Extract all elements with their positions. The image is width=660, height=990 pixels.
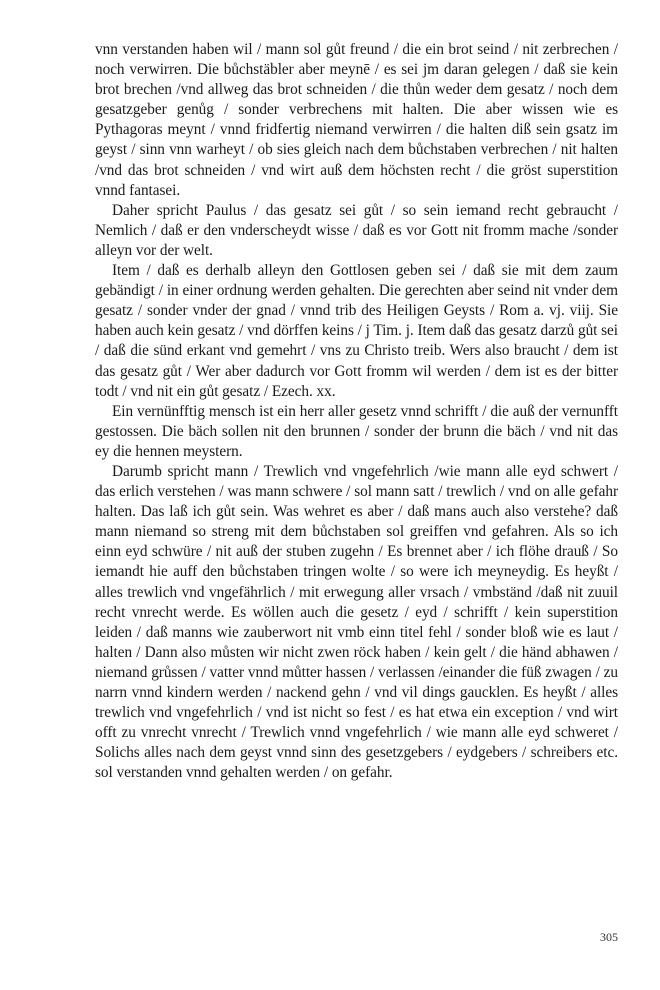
page-number: 305 <box>600 930 618 944</box>
paragraph-5: Darumb spricht mann / Trewlich vnd vngefehrlich /wie mann alle eyd schwert / das erlich verstehen / was mann schwere / sol mann satt / trewlich / vnd on alle gefahr halten. Das laß ich gůt sein. Was wehret es aber / daß mans auch also verstehe? daß mann niemand so streng mit dem bůchstaben sol greiffen vnd gefahren. Als so ich einn eyd schwüre / nit auß der stuben zugehn / Es brennet aber / ich flöhe drauß / So iemandt hie auff den bůchstaben tringen wolte / so were ich meyneydig. Es heyßt / alles trewlich vnd vngefährlich / mit erwegung aller vrsach / vmbständ /daß nit zuuil recht vnrecht werde. Es wöllen auch die gesetz / eyd / schrifft / kein superstition leiden / daß manns wie zauberwort nit vmb einn titel fehl / sonder bloß wie es laut / halten / Dann also můsten wir nicht zwen röck haben / kein gelt / die händ abhawen / niemand grůssen / vatter vnnd můtter hassen / verlassen /einander die füß zwagen / zu narrn vnnd kindern werden / nackend gehn / vnd vil dings gaucklen. Es heyßt / alles trewlich vnd vngefehrlich / vnd ist nicht so fest / es hat etwa ein exception / vnd wirt offt zu vnrecht vnrecht / Trewlich vnnd vngefehrlich / wie mann alle eyd schweret / Solichs alles nach dem geyst vnnd sinn des gesetzgebers / eydgebers / schreibers etc. sol verstanden vnnd gehalten werden / on gefahr. <box>95 462 618 782</box>
paragraph-4: Ein vernünfftig mensch ist ein herr aller gesetz vnnd schrifft / die auß der vernunfft gestossen. Die bäch sollen nit den brunnen / sonder der brunn die bäch / vnd nit das ey die hennen meystern. <box>95 402 618 460</box>
paragraph-1: vnn verstanden haben wil / mann sol gůt freund / die ein brot seind / nit zerbrechen / noch verwirren. Die bůchstäbler aber meynē / es sei jm daran gelegen / daß sie kein brot brechen /vnd allweg das brot schneiden / die thůn weder dem gesatz / noch dem gesatzgeber genůg / sonder verbrechens mit halten. Die aber wissen wie es Pythagoras meynt / vnnd fridfertig niemand verwirren / die halten diß sein gsatz im geyst / sinn vnn warheyt / ob sies gleich nach dem bůchstaben verbrechen / nit halten /vnd das brot schneiden / vnd wirt auß dem höchsten recht / die gröst superstition vnnd fantasei. <box>95 41 618 199</box>
page-body <box>95 40 618 783</box>
paragraph-3: Item / daß es derhalb alleyn den Gottlosen geben sei / daß sie mit dem zaum gebändigt / in einer ordnung werden gehalten. Die gerechten aber seind nit vnder dem gesatz / sonder vnder der gnad / vnnd trib des Heiligen Geysts / Rom a. vj. viij. Sie haben auch kein gesatz / vnd dörffen keins / j Tim. j. Item daß das gesatz darzů gůt sei / daß die sünd erkant vnd gemehrt / vns zu Christo treib. Wers also braucht / dem ist das gesatz gůt / Wer aber dadurch vor Gott fromm wil werden / dem ist es der bitter todt / vnd nit ein gůt gesatz / Ezech. xx. <box>95 262 618 400</box>
paragraph-2: Daher spricht Paulus / das gesatz sei gůt / so sein iemand recht gebraucht / Nemlich / daß er den vnderscheydt wisse / daß es vor Gott nit fromm mache /sonder alleyn vor der welt. <box>95 201 618 259</box>
